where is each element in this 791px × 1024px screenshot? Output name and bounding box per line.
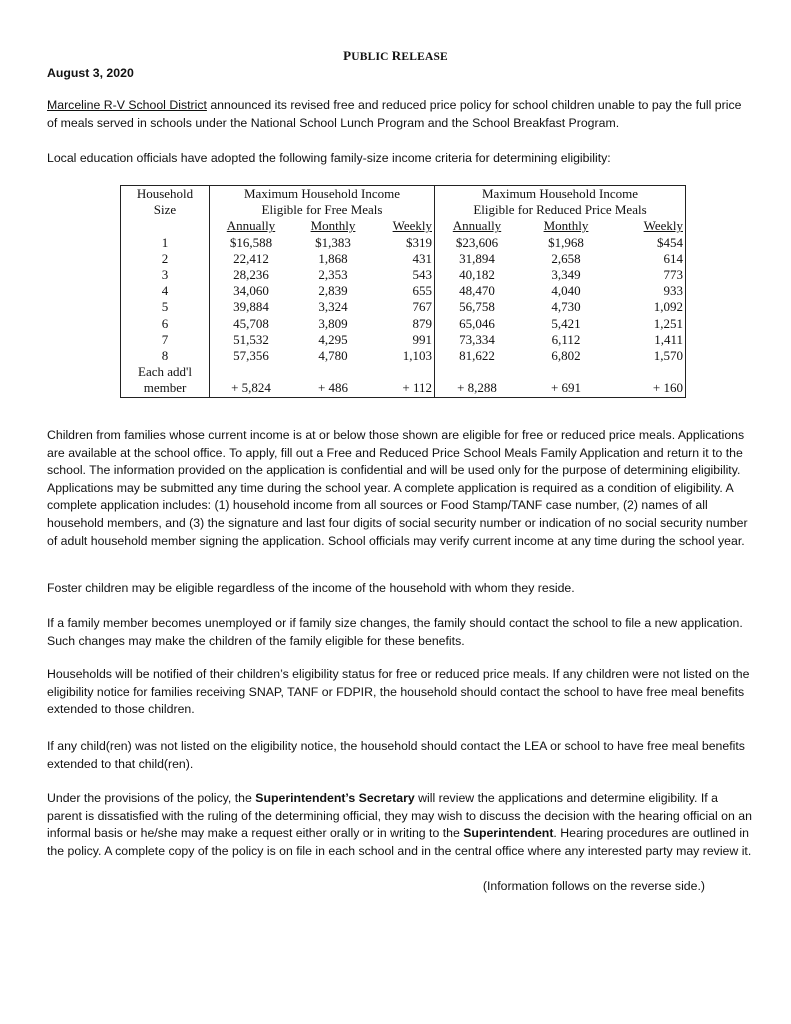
- free-weekly-header: Weekly: [392, 218, 432, 234]
- row-size: 1: [121, 235, 210, 251]
- free-annual: 45,708: [233, 315, 269, 331]
- intro-text: announced its revised free and reduced price policy for school children unable to pay the full price of meals served in schools under the National School Lunch Program and the School Breakfast Program.: [47, 98, 742, 130]
- row-size: 7: [121, 332, 210, 348]
- release-date: August 3, 2020: [47, 66, 134, 80]
- table-row: [121, 348, 686, 364]
- reduced-monthly: 2,658: [551, 250, 581, 266]
- foster-paragraph: Foster children may be eligible regardless of the income of the household with whom they reside.: [47, 581, 575, 595]
- reduced-annual: 56,758: [459, 299, 495, 315]
- reduced-annual: 73,334: [459, 331, 495, 347]
- each-additional-label: [121, 364, 210, 397]
- policy-paragraph: [47, 790, 752, 860]
- reduced-annual: 81,622: [459, 348, 495, 364]
- row-size: 6: [121, 316, 210, 332]
- reduced-header-line2: Eligible for Reduced Price Meals: [473, 202, 647, 218]
- household-header-line1: Household: [136, 186, 194, 201]
- intro-paragraph: [47, 97, 752, 132]
- reduced-annual: 48,470: [459, 283, 495, 299]
- each-additional-row: [121, 364, 686, 397]
- household-header-line2: Size: [153, 202, 177, 218]
- reduced-annual: 40,182: [459, 267, 495, 283]
- free-weekly: 991: [374, 332, 435, 348]
- free-monthly: 1,868: [318, 250, 348, 266]
- table-row: [121, 267, 686, 283]
- reduced-weekly: 1,570: [653, 348, 683, 364]
- family-change-paragraph: If a family member becomes unemployed or if family size changes, the family should contact the school to file a new application. Such changes may make the children of the family eligible for these benefits.: [47, 616, 743, 648]
- subheader-blank: [121, 218, 210, 234]
- free-header: [210, 186, 435, 219]
- superintendent-bold: Superintendent: [463, 826, 554, 841]
- reduced-monthly: 6,112: [551, 331, 581, 347]
- policy-text-2: will review the applications and determine eligibility. If a parent is dissatisfied with the ruling of the determining official, they may wish to discuss the decision with the hearing official on an informal basis or he/she may make a request either orally or in writing to the: [47, 791, 752, 841]
- free-weekly: 655: [374, 283, 435, 299]
- each-additional-line1: Each add'l: [138, 364, 192, 380]
- free-monthly: $1,383: [315, 234, 351, 250]
- row-size: 4: [121, 283, 210, 299]
- table-row: [121, 299, 686, 315]
- reduced-monthly: 3,349: [551, 267, 581, 283]
- title-part-1: UBLIC: [351, 51, 392, 63]
- free-weekly: 543: [374, 267, 435, 283]
- district-name: Marceline R-V School District: [47, 98, 207, 112]
- free-weekly: 1,103: [374, 348, 435, 364]
- reduced-header: [435, 186, 686, 219]
- free-monthly: 3,324: [318, 299, 348, 315]
- free-weekly-additional: + 112: [374, 364, 435, 397]
- free-annually-header: Annually: [226, 218, 276, 234]
- child-notice-paragraph: If any child(ren) was not listed on the eligibility notice, the household should contact the LEA or school to have free meal benefits extended to that child(ren).: [47, 739, 745, 771]
- reduced-weekly: 614: [663, 250, 683, 266]
- reduced-annual: $23,606: [455, 234, 499, 250]
- eligibility-paragraph: Children from families whose current income is at or below those shown are eligible for free or reduced price meals. Applications are available at the school office. To apply, fill out a Free and Reduced Price School Meals Family Application and return it to the school. The information provided on the application is confidential and will be used only for the purpose of determining eligibility. Applications may be submitted any time during the school year. A complete application is required as a condition of eligibility. A complete application includes: (1) household income from all sources or Food Stamp/TANF case number, (2) names of all household members, and (3) the signature and last four digits of social security number or indication of no social security number of adult household member signing the application. School officials may verify current income at any time during the school year.: [47, 428, 748, 548]
- reduced-header-line1: Maximum Household Income: [482, 186, 638, 201]
- reduced-monthly-header: Monthly: [543, 218, 589, 234]
- free-monthly-header: Monthly: [310, 218, 356, 234]
- household-header: [121, 186, 210, 219]
- free-weekly: 879: [374, 316, 435, 332]
- title-part-2: ELEASE: [401, 51, 448, 63]
- table-row: [121, 332, 686, 348]
- title-letter-p: P: [343, 48, 352, 63]
- policy-text-1: Under the provisions of the policy, the: [47, 791, 256, 805]
- free-annual: 22,412: [233, 250, 269, 266]
- free-annual: 39,884: [233, 299, 269, 315]
- table-row: [121, 235, 686, 251]
- reduced-weekly-header: Weekly: [643, 218, 683, 234]
- policy-text-3: . Hearing procedures are outlined in the policy. A complete copy of the policy is on file in each school and in the central office where any interested party may review it.: [47, 826, 752, 858]
- free-monthly: 3,809: [318, 315, 348, 331]
- reduced-annual: 65,046: [459, 315, 495, 331]
- free-weekly: $319: [374, 235, 435, 251]
- free-monthly: 4,295: [318, 331, 348, 347]
- reduced-annual: 31,894: [459, 250, 495, 266]
- row-size: 5: [121, 299, 210, 315]
- secretary-bold: Superintendent’s Secretary: [255, 791, 415, 805]
- reduced-weekly: 1,251: [653, 315, 683, 331]
- reduced-weekly: $454: [657, 234, 683, 250]
- free-annual: 57,356: [233, 348, 269, 364]
- free-monthly: 2,353: [318, 267, 348, 283]
- reduced-weekly: 773: [663, 267, 683, 283]
- reduced-monthly: 4,040: [551, 283, 581, 299]
- criteria-intro: Local education officials have adopted the following family-size income criteria for determining eligibility:: [47, 151, 611, 165]
- free-annual: 34,060: [233, 283, 269, 299]
- free-monthly: 4,780: [318, 348, 348, 364]
- reduced-weekly: 933: [663, 283, 683, 299]
- title-letter-r: R: [391, 48, 402, 63]
- reduced-monthly: $1,968: [548, 234, 584, 250]
- footer-note: (Information follows on the reverse side.): [482, 879, 705, 893]
- reduced-weekly: 1,411: [654, 331, 683, 347]
- free-annual-additional: + 5,824: [231, 380, 271, 396]
- reduced-monthly: 4,730: [551, 299, 581, 315]
- reduced-monthly: 5,421: [551, 315, 581, 331]
- row-size: 8: [121, 348, 210, 364]
- row-size: 2: [121, 251, 210, 267]
- table-row: [121, 283, 686, 299]
- free-header-line1: Maximum Household Income: [244, 186, 400, 201]
- free-annual: 28,236: [233, 267, 269, 283]
- notification-paragraph: Households will be notified of their children’s eligibility status for free or reduced price meals. If any children were not listed on the eligibility notice for families receiving SNAP, TANF or FDPIR, the household should contact the school to have free meal benefits extended to those children.: [47, 667, 750, 717]
- table-row: [121, 316, 686, 332]
- reduced-annual-additional: + 8,288: [457, 380, 497, 396]
- free-annual: $16,588: [229, 234, 273, 250]
- free-annual: 51,532: [233, 331, 269, 347]
- free-weekly: 431: [374, 251, 435, 267]
- reduced-weekly-additional: + 160: [652, 380, 683, 396]
- subheader-row: [121, 218, 686, 234]
- income-table: [120, 185, 686, 398]
- reduced-monthly-additional: + 691: [550, 380, 582, 396]
- free-monthly: 2,839: [318, 283, 348, 299]
- page-title: [0, 48, 791, 64]
- free-header-line2: Eligible for Free Meals: [261, 202, 383, 218]
- free-weekly: 767: [374, 299, 435, 315]
- row-size: 3: [121, 267, 210, 283]
- table-row: [121, 251, 686, 267]
- reduced-monthly: 6,802: [551, 348, 581, 364]
- reduced-annually-header: Annually: [452, 218, 502, 234]
- each-additional-line2: member: [143, 380, 187, 396]
- free-monthly-additional: + 486: [317, 380, 349, 396]
- reduced-weekly: 1,092: [653, 299, 683, 315]
